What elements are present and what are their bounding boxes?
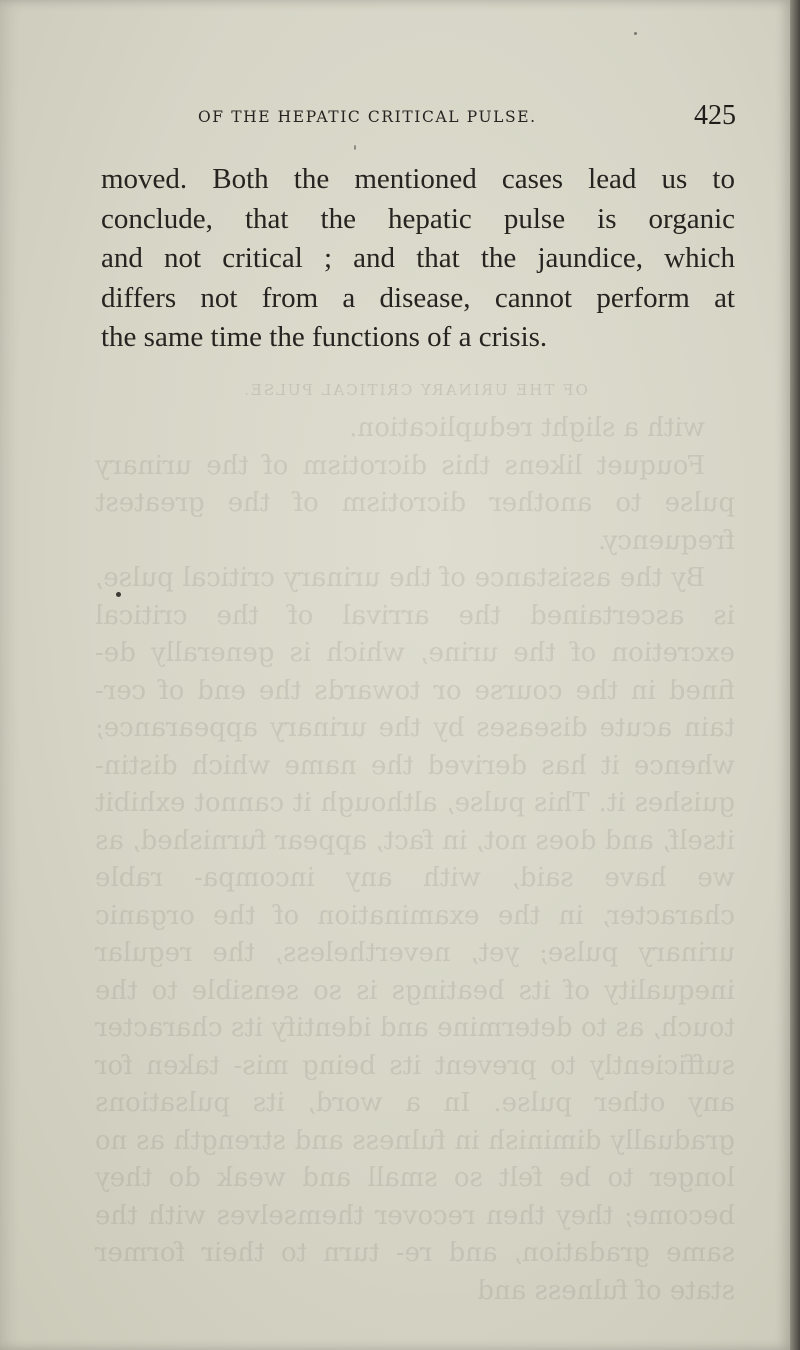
bleed-through-heading: OF THE URINARY CRITICAL PULSE. bbox=[242, 381, 588, 399]
running-header bbox=[198, 100, 736, 134]
text-line: differs not from a disease, cannot perform at bbox=[101, 281, 735, 314]
bleed-through-paragraph: Fouquet likens this dicrotism of the urinary pulse to another dicrotism of the greatest frequency. bbox=[95, 450, 735, 556]
bleed-through-paragraph: By the assistance of the urinary critical pulse, is ascertained the arrival of the critical excretion of the urine, which is generally de- fined in the course or towards the end of cer- tain acute diseases by the urinary appearance; whence it has derived the name which distin- guishes it. This pulse, although it cannot exhibit itself, and does not, in fact, appear furnished, as we have said, with any incompa- rable character, in the examination of the organic urinary pulse; yet, nevertheless, the regular inequality of its beatings is so sensible to the touch, as to determine and identify its character sufficiently to prevent its being mis- taken for any other pulse. In a word, its pulsations gradually diminish in fulness and strength as no longer to be felt so small and weak do they become; they then recover themselves with the same gradation, and re- turn to their former state of fulness and bbox=[95, 563, 735, 1306]
ink-speck bbox=[116, 592, 121, 597]
text-line: conclude, that the hepatic pulse is organic bbox=[101, 202, 735, 235]
running-title: OF THE HEPATIC CRITICAL PULSE. bbox=[198, 108, 537, 126]
text-line: the same time the functions of a crisis. bbox=[101, 321, 548, 353]
text-line: moved. Both the mentioned cases lead us to bbox=[101, 163, 735, 195]
body-paragraph bbox=[101, 160, 735, 358]
ink-speck bbox=[634, 32, 637, 35]
page-number: 425 bbox=[694, 100, 736, 131]
bleed-through-paragraph: with a slight reduplication. bbox=[349, 413, 705, 443]
text-line: and not critical ; and that the jaundice, which bbox=[101, 242, 735, 274]
bleed-through-text bbox=[95, 378, 735, 1310]
page-edge bbox=[790, 0, 800, 1350]
ink-speck bbox=[354, 145, 356, 150]
